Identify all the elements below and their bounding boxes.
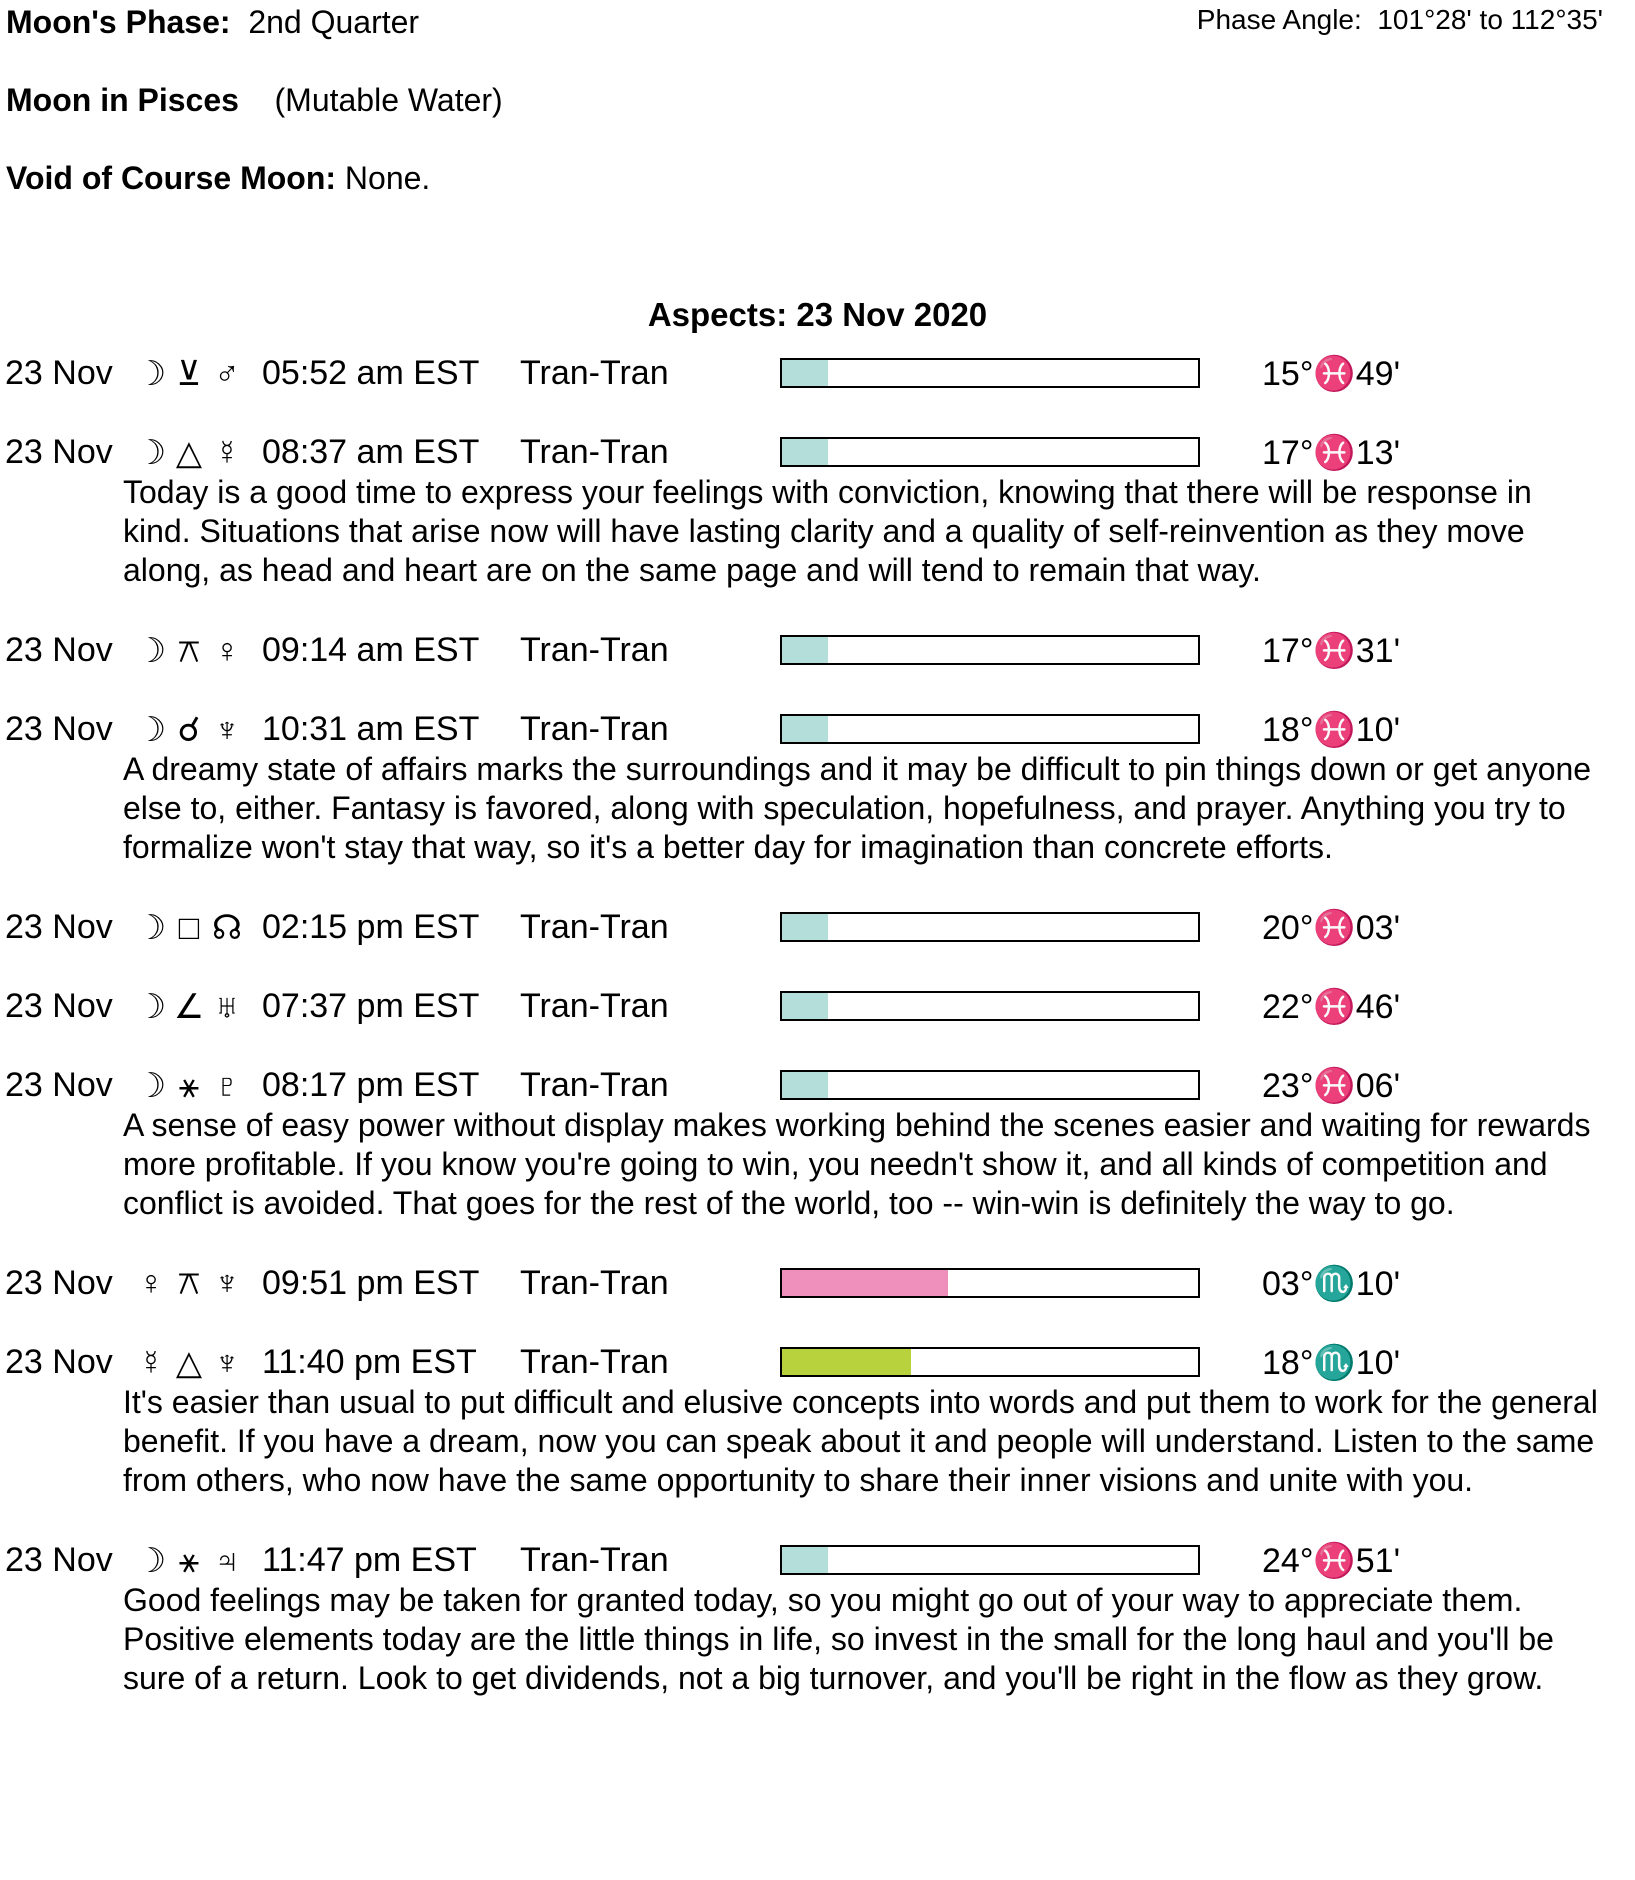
strength-bar: [780, 1268, 1200, 1298]
aspect-position: 17°♓13': [1262, 434, 1401, 472]
aspect-glyphs: [132, 908, 252, 948]
strength-bar-fill: [782, 360, 828, 386]
aspect-glyphs: [132, 354, 252, 394]
aspect-entry: [0, 352, 1635, 431]
aspects-title: Aspects: 23 Nov 2020: [647, 296, 988, 333]
semisextile-icon: ⊻: [176, 355, 202, 393]
aspect-position: 23°♓06': [1262, 1067, 1401, 1105]
moon-phase-value: 2nd Quarter: [248, 4, 420, 40]
aspect-row: [0, 352, 1635, 398]
aspect-entry: [0, 1064, 1635, 1262]
aspect-date: 23 Nov: [5, 1264, 113, 1302]
aspect-time: 08:37 am EST: [262, 433, 480, 471]
phase-angle-label: Phase Angle:: [1196, 4, 1362, 35]
uranus-icon: ♅: [214, 988, 240, 1026]
aspect-row: [0, 906, 1635, 952]
strength-bar-fill: [782, 1349, 911, 1375]
aspect-description: A dreamy state of affairs marks the surroundings and it may be difficult to pin things down or get anyone else to, either. Fantasy is favored, along with speculation, hopefulness, and prayer. Anything you try to formalize won't stay that way, so it's a better day for imagination than concrete efforts.: [123, 751, 1592, 865]
aspect-row: [0, 985, 1635, 1031]
aspect-time: 11:40 pm EST: [262, 1343, 477, 1381]
jupiter-icon: ♃: [214, 1542, 240, 1580]
neptune-icon: ♆: [214, 711, 240, 749]
quincunx-icon: ⚻: [177, 1264, 201, 1302]
aspect-row: [0, 1262, 1635, 1308]
aspect-position: 17°♓31': [1262, 632, 1401, 670]
spacer: [0, 952, 1635, 985]
neptune-icon: ♆: [214, 1264, 240, 1302]
semisquare-icon: ∠: [173, 988, 205, 1026]
strength-bar: [780, 714, 1200, 744]
aspect-kind: Tran-Tran: [520, 710, 669, 748]
aspect-time: 07:37 pm EST: [262, 987, 480, 1025]
aspect-date: 23 Nov: [5, 1541, 113, 1579]
aspect-position: 15°♓49': [1262, 355, 1401, 393]
aspect-date: 23 Nov: [5, 908, 113, 946]
strength-bar: [780, 437, 1200, 467]
strength-bar: [780, 1070, 1200, 1100]
aspect-description: It's easier than usual to put difficult and elusive concepts into words and put them to work for the general benefit. If you have a dream, now you can speak about it and people will understand. Listen to the same from others, who now have the same opportunity to share their inner visions and unite with you.: [123, 1384, 1598, 1498]
strength-bar: [780, 912, 1200, 942]
trine-icon: △: [175, 434, 203, 472]
strength-bar-fill: [782, 637, 828, 663]
moon-icon: ☽: [135, 988, 167, 1026]
aspect-description: Good feelings may be taken for granted today, so you might go out of your way to appreciate them. Positive elements today are the little things in life, so invest in the small for the long haul and you'll be sure of a return. Look to get dividends, not a big turnover, and you'll be right in the flow as they grow.: [123, 1582, 1554, 1696]
strength-bar-fill: [782, 1547, 828, 1573]
aspect-entry: [0, 985, 1635, 1064]
aspect-kind: Tran-Tran: [520, 433, 669, 471]
mars-icon: ♂: [214, 355, 240, 393]
aspect-kind: Tran-Tran: [520, 1066, 669, 1104]
quincunx-icon: ⚻: [177, 632, 201, 670]
aspect-row: [0, 1064, 1635, 1110]
aspect-kind: Tran-Tran: [520, 1264, 669, 1302]
aspect-position: 18°♓10': [1262, 711, 1401, 749]
aspect-glyphs: [132, 631, 252, 671]
aspect-position: 24°♓51': [1262, 1542, 1401, 1580]
sextile-icon: ⚹: [178, 1542, 200, 1580]
moon-icon: ☽: [135, 711, 167, 749]
aspect-date: 23 Nov: [5, 1343, 113, 1381]
aspect-row: [0, 1539, 1635, 1585]
strength-bar-fill: [782, 993, 828, 1019]
strength-bar: [780, 1347, 1200, 1377]
strength-bar-fill: [782, 914, 828, 940]
aspect-entry: [0, 629, 1635, 708]
aspect-position: 22°♓46': [1262, 988, 1401, 1026]
aspect-row: [0, 431, 1635, 477]
aspect-entry: [0, 431, 1635, 629]
aspect-entry: [0, 1341, 1635, 1539]
spacer: [0, 1500, 1635, 1539]
moon-icon: ☽: [135, 632, 167, 670]
spacer: [0, 1308, 1635, 1341]
spacer: [0, 867, 1635, 906]
trine-icon: △: [175, 1344, 203, 1382]
aspect-entry: [0, 1539, 1635, 1737]
moon-sign-label: Moon in Pisces: [6, 82, 239, 118]
moon-phase: [6, 4, 419, 41]
venus-icon: ♀: [214, 632, 240, 670]
aspect-time: 10:31 am EST: [262, 710, 480, 748]
aspect-glyphs: [132, 1264, 252, 1303]
aspect-entry: [0, 906, 1635, 985]
spacer: [0, 1698, 1635, 1737]
strength-bar: [780, 1545, 1200, 1575]
moon-sign: [6, 82, 503, 119]
aspect-kind: Tran-Tran: [520, 631, 669, 669]
aspect-glyphs: [132, 1541, 252, 1581]
aspect-list: [0, 352, 1635, 1737]
mercury-icon: ☿: [138, 1344, 164, 1382]
strength-bar: [780, 635, 1200, 665]
aspect-entry: [0, 1262, 1635, 1341]
strength-bar: [780, 991, 1200, 1021]
strength-bar-fill: [782, 1072, 828, 1098]
aspect-date: 23 Nov: [5, 354, 113, 392]
aspect-date: 23 Nov: [5, 631, 113, 669]
spacer: [0, 398, 1635, 431]
spacer: [0, 1223, 1635, 1262]
aspect-kind: Tran-Tran: [520, 354, 669, 392]
aspect-glyphs: [132, 433, 252, 473]
venus-icon: ♀: [138, 1264, 164, 1302]
square-icon: □: [178, 909, 200, 947]
phase-angle-value: 101°28' to 112°35': [1377, 4, 1603, 35]
aspect-time: 09:14 am EST: [262, 631, 480, 669]
mercury-icon: ☿: [214, 434, 240, 472]
spacer: [0, 1031, 1635, 1064]
spacer: [0, 590, 1635, 629]
aspect-glyphs: [132, 1343, 252, 1383]
moon-icon: ☽: [135, 909, 167, 947]
aspect-glyphs: [132, 987, 252, 1027]
aspect-kind: Tran-Tran: [520, 987, 669, 1025]
aspect-position: 18°♏10': [1262, 1344, 1401, 1382]
aspect-kind: Tran-Tran: [520, 1343, 669, 1381]
aspect-description: Today is a good time to express your feelings with conviction, knowing that there will be response in kind. Situations that arise now will have lasting clarity and a quality of self-reinvention as they move along, as head and heart are on the same page and will tend to remain that way.: [123, 474, 1532, 588]
aspect-time: 08:17 pm EST: [262, 1066, 480, 1104]
strength-bar-fill: [782, 716, 828, 742]
aspect-position: 03°♏10': [1262, 1265, 1401, 1303]
sextile-icon: ⚹: [178, 1067, 200, 1105]
neptune-icon: ♆: [214, 1344, 240, 1382]
aspect-kind: Tran-Tran: [520, 908, 669, 946]
north-node-icon: ☊: [211, 909, 243, 947]
aspect-date: 23 Nov: [5, 433, 113, 471]
aspect-time: 11:47 pm EST: [262, 1541, 477, 1579]
aspect-glyphs: [132, 1066, 252, 1106]
aspect-date: 23 Nov: [5, 710, 113, 748]
moon-icon: ☽: [135, 434, 167, 472]
aspect-kind: Tran-Tran: [520, 1541, 669, 1579]
spacer: [0, 675, 1635, 708]
aspect-row: [0, 708, 1635, 754]
phase-angle: [1197, 4, 1603, 36]
aspect-row: [0, 1341, 1635, 1387]
void-of-course: [6, 160, 430, 197]
moon-phase-label: Moon's Phase:: [6, 4, 231, 40]
voc-label: Void of Course Moon:: [6, 160, 337, 196]
aspect-date: 23 Nov: [5, 1066, 113, 1104]
aspect-glyphs: [132, 710, 252, 750]
moon-icon: ☽: [135, 355, 167, 393]
aspect-time: 09:51 pm EST: [262, 1264, 480, 1302]
aspect-entry: [0, 708, 1635, 906]
aspect-time: 05:52 am EST: [262, 354, 480, 392]
moon-icon: ☽: [135, 1542, 167, 1580]
strength-bar-fill: [782, 1270, 948, 1296]
strength-bar: [780, 358, 1200, 388]
pluto-icon: ♇: [214, 1067, 240, 1105]
aspect-position: 20°♓03': [1262, 909, 1401, 947]
aspect-date: 23 Nov: [5, 987, 113, 1025]
moon-icon: ☽: [135, 1067, 167, 1105]
aspect-description: A sense of easy power without display makes working behind the scenes easier and waiting for rewards more profitable. If you know you're going to win, you needn't show it, and all kinds of competition and conflict is avoided. That goes for the rest of the world, too -- win-win is definitely the way to go.: [123, 1107, 1591, 1221]
strength-bar-fill: [782, 439, 828, 465]
aspect-time: 02:15 pm EST: [262, 908, 480, 946]
voc-value: None.: [344, 160, 431, 196]
conjunction-icon: ☌: [177, 711, 201, 749]
aspect-row: [0, 629, 1635, 675]
moon-sign-detail: (Mutable Water): [274, 82, 503, 118]
